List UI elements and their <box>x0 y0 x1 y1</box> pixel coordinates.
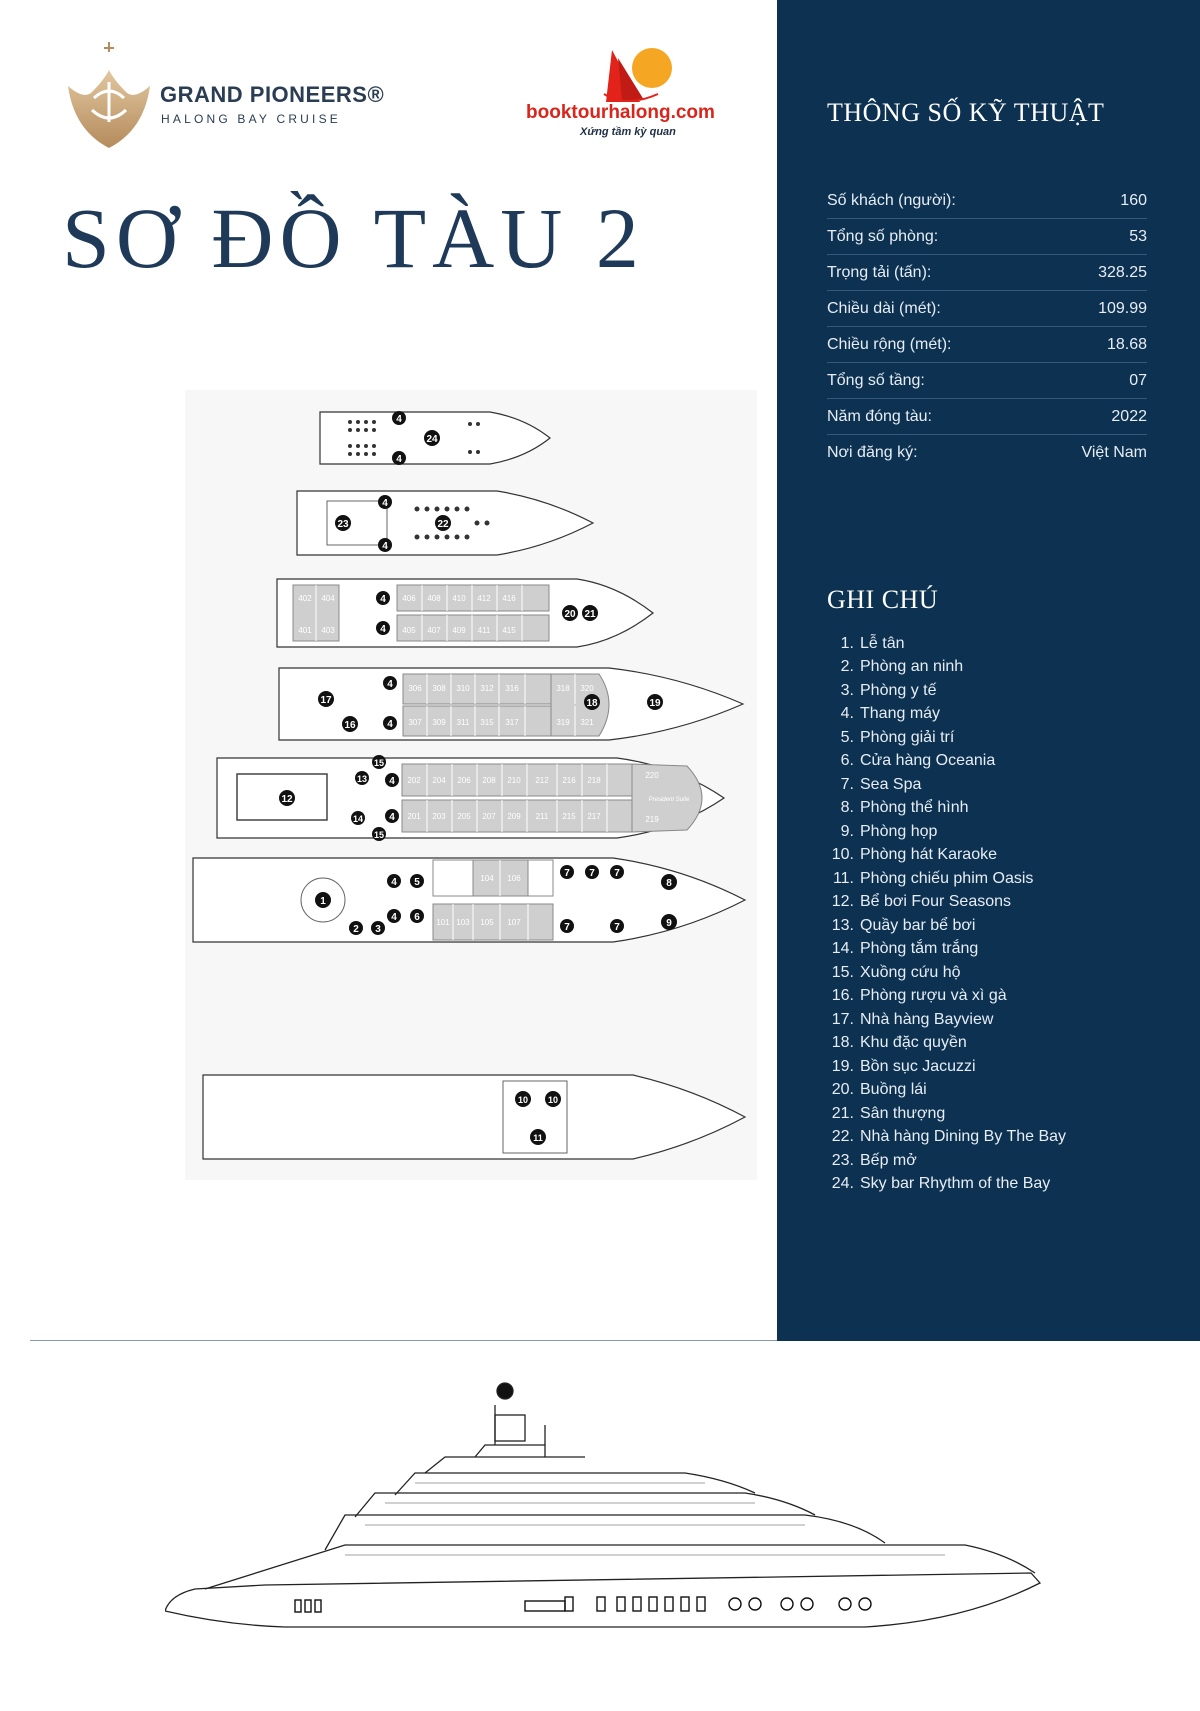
svg-text:9: 9 <box>666 918 672 929</box>
cabin-number: 317 <box>505 718 519 727</box>
list-item: 20. Buồng lái <box>831 1081 927 1099</box>
spec-row <box>827 291 1147 327</box>
deck-marker <box>647 694 663 710</box>
svg-text:24: 24 <box>426 434 438 445</box>
partner-name: booktourhalong.com <box>526 102 715 123</box>
svg-text:4: 4 <box>396 414 402 425</box>
spec-row <box>827 183 1147 219</box>
svg-text:4: 4 <box>391 877 397 888</box>
svg-text:4: 4 <box>380 624 386 635</box>
spec-label: Số khách (người): <box>827 191 956 209</box>
cabin-number: 320 <box>580 684 594 693</box>
spec-value: 07 <box>1129 371 1147 389</box>
svg-text:17: 17 <box>320 695 332 706</box>
cabin-number: 204 <box>432 776 446 785</box>
list-item: 17. Nhà hàng Bayview <box>831 1010 994 1028</box>
cabin-number: 103 <box>456 918 470 927</box>
svg-text:4: 4 <box>382 541 388 552</box>
spec-row <box>827 255 1147 291</box>
deck-marker <box>585 865 599 879</box>
spec-value: 160 <box>1120 191 1147 209</box>
svg-text:15: 15 <box>373 830 385 840</box>
list-item: 1. Lễ tân <box>840 634 905 652</box>
svg-text:4: 4 <box>389 812 395 823</box>
svg-text:4: 4 <box>396 454 402 465</box>
list-item: 11. Phòng chiếu phim Oasis <box>832 869 1034 887</box>
cabin-number: 101 <box>436 918 450 927</box>
list-item: 19. Bồn sục Jacuzzi <box>831 1057 976 1075</box>
notes-list <box>822 632 1162 1196</box>
cabin-number: 407 <box>427 626 441 635</box>
svg-text:10: 10 <box>547 1095 559 1105</box>
deck-marker <box>383 676 397 690</box>
svg-text:11: 11 <box>533 1133 543 1143</box>
spec-label: Tổng số tầng: <box>827 371 925 389</box>
svg-text:4: 4 <box>389 776 395 787</box>
spec-label: Nơi đăng ký: <box>827 443 918 461</box>
deck-marker <box>392 451 406 465</box>
cabin-number: 403 <box>321 626 335 635</box>
spec-value: 53 <box>1129 227 1147 245</box>
cabin-number: 105 <box>480 918 494 927</box>
spec-value: Việt Nam <box>1081 443 1147 461</box>
sundeck <box>320 411 550 465</box>
svg-text:1: 1 <box>320 896 326 907</box>
cabin-number: 219 <box>645 815 659 824</box>
svg-text:7: 7 <box>589 868 595 879</box>
deck-marker <box>610 919 624 933</box>
deck-marker <box>376 621 390 635</box>
deck-marker <box>376 591 390 605</box>
svg-text:13: 13 <box>356 774 368 784</box>
list-item: 10. Phòng hát Karaoke <box>831 846 997 864</box>
spec-label: Năm đóng tàu: <box>827 407 932 425</box>
cabin-number: 104 <box>480 874 494 883</box>
cabin-number: 408 <box>427 594 441 603</box>
cabin-number: 318 <box>556 684 570 693</box>
spec-label: Trọng tải (tấn): <box>827 263 932 281</box>
cabin-number: 411 <box>477 626 491 635</box>
deck-marker <box>351 811 365 825</box>
cabin-number: 321 <box>580 718 594 727</box>
list-item: 7. Sea Spa <box>840 775 922 793</box>
deck-marker <box>383 716 397 730</box>
deck-marker <box>387 909 401 923</box>
cabin-number: 107 <box>507 918 521 927</box>
notes-heading: GHI CHÚ <box>827 585 939 614</box>
brand-name: GRAND PIONEERS® <box>160 82 385 107</box>
cabin-number: 106 <box>507 874 521 883</box>
deck-marker <box>584 694 600 710</box>
cabin-number: 210 <box>507 776 521 785</box>
spec-row <box>827 399 1147 435</box>
svg-text:12: 12 <box>281 794 293 805</box>
page-title: SƠ ĐỒ TÀU 2 <box>62 190 645 286</box>
deck-marker <box>410 909 424 923</box>
ship-profile-drawing <box>165 1375 1125 1685</box>
cabin-number: 310 <box>456 684 470 693</box>
cabin-number: 307 <box>408 718 422 727</box>
partner-tagline: Xứng tầm kỳ quan <box>580 126 676 138</box>
deck-marker <box>515 1091 531 1107</box>
svg-text:10: 10 <box>517 1095 529 1105</box>
cabin-number: 220 <box>645 771 659 780</box>
list-item: 24. Sky bar Rhythm of the Bay <box>831 1175 1051 1193</box>
list-item: 8. Phòng thể hình <box>840 799 969 817</box>
cabin-number: 209 <box>507 812 521 821</box>
deck-marker <box>392 411 406 425</box>
deck-marker <box>560 919 574 933</box>
cabin-number: 315 <box>480 718 494 727</box>
list-item: 14. Phòng tắm trắng <box>831 940 979 958</box>
cabin-number: 410 <box>452 594 466 603</box>
deck-marker <box>349 921 363 935</box>
svg-text:7: 7 <box>564 922 570 933</box>
list-item: 15. Xuồng cứu hộ <box>831 963 961 981</box>
deck-marker <box>435 515 451 531</box>
svg-text:4: 4 <box>387 679 393 690</box>
svg-text:5: 5 <box>414 877 420 888</box>
deck-marker <box>355 771 369 785</box>
cabin-number: 217 <box>587 812 601 821</box>
deck-marker <box>315 892 331 908</box>
svg-text:19: 19 <box>649 698 661 709</box>
list-item: 2. Phòng an ninh <box>840 658 964 676</box>
deck-marker <box>279 790 295 806</box>
spec-label: Tổng số phòng: <box>827 227 939 245</box>
cabin-number: 416 <box>502 594 516 603</box>
cabin-number: 415 <box>502 626 516 635</box>
list-item: 21. Sân thượng <box>831 1104 946 1122</box>
cabin-number: 206 <box>457 776 471 785</box>
specs-table <box>827 183 1147 470</box>
cabin-number: 218 <box>587 776 601 785</box>
svg-text:18: 18 <box>586 698 598 709</box>
deck-marker <box>387 874 401 888</box>
cabin-number: 202 <box>407 776 421 785</box>
deck-marker <box>335 515 351 531</box>
deck-plan-diagram <box>185 390 757 1180</box>
cabin-number: 205 <box>457 812 471 821</box>
svg-text:14: 14 <box>352 814 364 824</box>
svg-text:7: 7 <box>614 868 620 879</box>
svg-text:4: 4 <box>382 498 388 509</box>
spec-row <box>827 219 1147 255</box>
spec-row <box>827 363 1147 399</box>
spec-row <box>827 327 1147 363</box>
deck-marker <box>378 495 392 509</box>
spec-value: 328.25 <box>1098 263 1147 281</box>
deck-marker <box>318 691 334 707</box>
deck-marker <box>582 605 598 621</box>
cabin-number: 316 <box>505 684 519 693</box>
list-item: 18. Khu đặc quyền <box>831 1034 967 1052</box>
sailboat-sun-icon <box>522 44 732 106</box>
brand-subtitle: HALONG BAY CRUISE <box>161 112 341 126</box>
anchor-logo-icon <box>64 40 154 152</box>
list-item: 16. Phòng rượu và xì gà <box>831 987 1007 1005</box>
cabin-number: 215 <box>562 812 576 821</box>
deck-marker <box>372 755 386 769</box>
cabin-number: 211 <box>535 812 549 821</box>
deck-marker <box>530 1129 546 1145</box>
cabin-number: 203 <box>432 812 446 821</box>
spec-value: 109.99 <box>1098 299 1147 317</box>
list-item: 4. Thang máy <box>840 705 941 723</box>
svg-text:23: 23 <box>337 519 349 530</box>
cabin-number: 404 <box>321 594 335 603</box>
svg-text:6: 6 <box>414 912 420 923</box>
deck-4 <box>277 579 653 647</box>
svg-text:3: 3 <box>375 924 381 935</box>
svg-text:7: 7 <box>564 868 570 879</box>
deck-marker <box>378 538 392 552</box>
cabin-number: 402 <box>298 594 312 603</box>
spec-label: Chiều rộng (mét): <box>827 335 952 353</box>
deck-marker <box>371 921 385 935</box>
deck-marker <box>661 874 677 890</box>
svg-text:16: 16 <box>344 720 356 731</box>
cabin-number: 201 <box>407 812 421 821</box>
deck-marker <box>424 430 440 446</box>
spec-row <box>827 435 1147 470</box>
specs-heading: THÔNG SỐ KỸ THUẬT <box>827 98 1105 127</box>
svg-text:4: 4 <box>380 594 386 605</box>
deck-marker <box>385 773 399 787</box>
svg-text:8: 8 <box>666 878 672 889</box>
cabin-number: 308 <box>432 684 446 693</box>
deck-marker <box>661 914 677 930</box>
cabin-number: 405 <box>402 626 416 635</box>
svg-text:21: 21 <box>584 609 596 620</box>
deck-marker <box>410 874 424 888</box>
list-item: 5. Phòng giải trí <box>840 728 955 746</box>
list-item: 9. Phòng họp <box>840 822 938 840</box>
cabin-number: 311 <box>456 718 470 727</box>
svg-text:15: 15 <box>373 758 385 768</box>
deck-marker <box>562 605 578 621</box>
deck-marker <box>545 1091 561 1107</box>
list-item: 12. Bể bơi Four Seasons <box>831 893 1012 911</box>
booktourhalong-logo <box>522 44 732 144</box>
cabin-number: 212 <box>535 776 549 785</box>
cabin-number: 319 <box>556 718 570 727</box>
cabin-number: 409 <box>452 626 466 635</box>
deck-marker <box>385 809 399 823</box>
deck-marker <box>372 827 386 841</box>
specs-panel <box>777 0 1200 1341</box>
spec-value: 18.68 <box>1106 335 1147 353</box>
spec-label: Chiều dài (mét): <box>827 299 941 317</box>
cabin-number: 207 <box>482 812 496 821</box>
svg-text:4: 4 <box>387 719 393 730</box>
deck-marker <box>560 865 574 879</box>
cabin-number: 401 <box>298 626 312 635</box>
svg-text:22: 22 <box>437 519 449 530</box>
president-suite-label: President Suite <box>648 797 690 803</box>
cabin-number: 312 <box>480 684 494 693</box>
grand-pioneers-logo <box>64 40 424 152</box>
svg-text:7: 7 <box>614 922 620 933</box>
cabin-number: 412 <box>477 594 491 603</box>
list-item: 13. Quầy bar bể bơi <box>831 916 976 934</box>
deck-marker <box>342 716 358 732</box>
list-item: 3. Phòng y tế <box>840 681 937 699</box>
cabin-number: 216 <box>562 776 576 785</box>
section-divider <box>30 1340 777 1341</box>
lower-deck <box>203 1075 745 1159</box>
cabin-number: 406 <box>402 594 416 603</box>
svg-text:20: 20 <box>564 609 576 620</box>
spec-value: 2022 <box>1111 407 1147 425</box>
list-item: 22. Nhà hàng Dining By The Bay <box>831 1128 1067 1146</box>
svg-text:4: 4 <box>391 912 397 923</box>
list-item: 6. Cửa hàng Oceania <box>840 752 996 770</box>
cabin-number: 306 <box>408 684 422 693</box>
cabin-number: 309 <box>432 718 446 727</box>
deck-1 <box>193 858 745 942</box>
svg-text:2: 2 <box>353 924 359 935</box>
deck-2 <box>217 755 724 841</box>
deck-marker <box>610 865 624 879</box>
list-item: 23. Bếp mở <box>831 1151 917 1169</box>
cabin-number: 208 <box>482 776 496 785</box>
